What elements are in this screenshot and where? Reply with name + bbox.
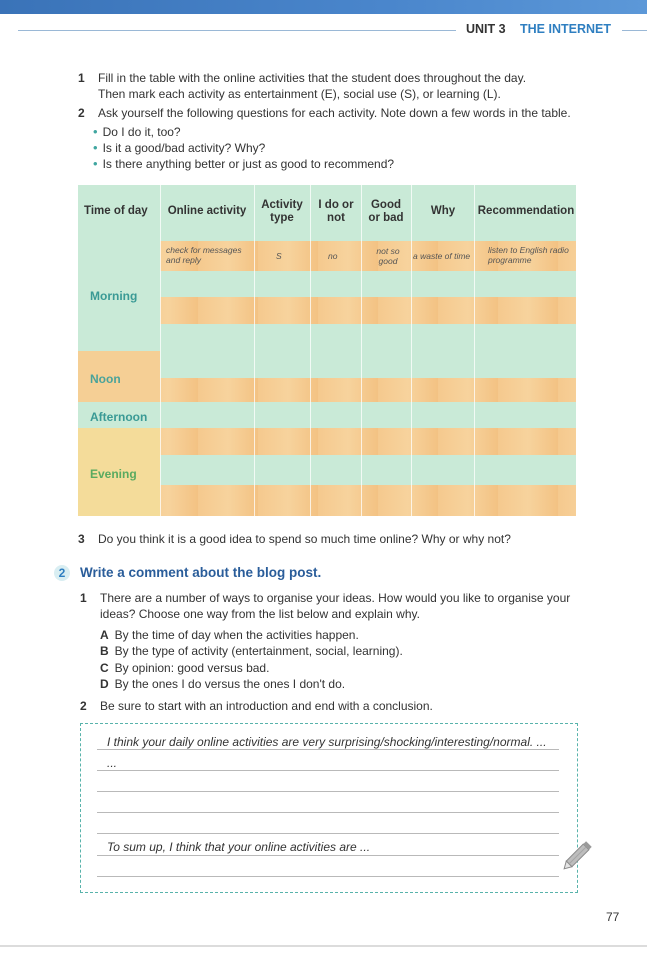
column-divider xyxy=(160,185,161,516)
option-text: By opinion: good versus bad. xyxy=(114,661,270,675)
question-text: Be sure to start with an introduction and end with a conclusion. xyxy=(100,699,433,713)
header-online-activity: Online activity xyxy=(167,205,247,217)
header-recommendation: Recommendation xyxy=(477,205,575,217)
bullet-item xyxy=(93,156,394,171)
writing-line-2: ... xyxy=(107,756,118,770)
example-i-do: no xyxy=(328,251,338,261)
option-text: By the type of activity (entertainment, social, learning). xyxy=(114,644,403,658)
bottom-rule xyxy=(0,945,647,947)
option-letter: A xyxy=(100,628,109,642)
column-divider xyxy=(474,185,475,516)
question-text-line: ideas? Choose one way from the list below and explain why. xyxy=(100,607,420,621)
unit-title: THE INTERNET xyxy=(520,22,611,36)
header-why: Why xyxy=(430,205,456,217)
bullet-dot-icon: • xyxy=(93,124,98,139)
question-text-line: Ask yourself the following questions for each activity. Note down a few words in the table. xyxy=(98,106,571,120)
option-letter: C xyxy=(100,661,109,675)
column-divider xyxy=(411,185,412,516)
activities-table xyxy=(78,185,576,516)
period-morning: Morning xyxy=(90,289,138,303)
header-activity-type: Activity type xyxy=(261,199,303,224)
period-noon: Noon xyxy=(90,372,121,386)
header-i-do-or-not: I do or not xyxy=(318,199,354,224)
example-type: S xyxy=(276,251,282,261)
header-time-of-day: Time of day xyxy=(84,205,148,217)
option-d xyxy=(100,677,345,691)
option-a xyxy=(100,628,359,642)
bullet-text: Do I do it, too? xyxy=(102,125,181,139)
option-text: By the time of day when the activities happen. xyxy=(114,628,359,642)
question-text-line: Then mark each activity as entertainment (E), social use (S), or learning (L). xyxy=(98,87,501,101)
period-evening: Evening xyxy=(90,467,137,481)
writing-box[interactable] xyxy=(80,723,578,893)
question-text: Do you think it is a good idea to spend so much time online? Why or why not? xyxy=(98,532,511,546)
question-number: 2 xyxy=(78,106,85,120)
writing-rule xyxy=(97,749,559,750)
example-recommendation: listen to English radio programme xyxy=(488,245,569,265)
column-divider xyxy=(310,185,311,516)
option-text: By the ones I do versus the ones I don't do. xyxy=(114,677,346,691)
section-title: Write a comment about the blog post. xyxy=(80,565,322,580)
option-letter: B xyxy=(100,644,109,658)
page-number: 77 xyxy=(606,910,620,924)
example-good-or-bad: not so good xyxy=(376,246,400,266)
top-color-bar xyxy=(0,0,647,14)
pencil-icon xyxy=(562,837,596,871)
writing-line-1: I think your daily online activities are very surprising/shocking/interesting/normal. ... xyxy=(107,735,547,749)
writing-rule xyxy=(97,770,559,771)
question-number: 3 xyxy=(78,532,85,546)
bullet-dot-icon: • xyxy=(93,140,98,155)
writing-rule xyxy=(97,791,559,792)
page-header xyxy=(0,22,647,40)
writing-rule xyxy=(97,855,559,856)
column-divider xyxy=(254,185,255,516)
question-number: 2 xyxy=(80,699,87,713)
example-why: a waste of time xyxy=(413,251,471,261)
writing-line-3: To sum up, I think that your online activities are ... xyxy=(107,840,371,854)
bullet-item xyxy=(93,124,181,139)
question-text-line: Fill in the table with the online activities that the student does throughout the day. xyxy=(98,71,527,85)
writing-rule xyxy=(97,812,559,813)
option-letter: D xyxy=(100,677,109,691)
question-number: 1 xyxy=(80,591,87,605)
option-c xyxy=(100,661,269,675)
example-activity: check for messages and reply xyxy=(166,245,242,265)
bullet-item xyxy=(93,140,265,155)
unit-label: UNIT 3 xyxy=(466,22,506,36)
writing-rule xyxy=(97,833,559,834)
option-b xyxy=(100,644,403,658)
question-text-line: There are a number of ways to organise your ideas. How would you like to organise your xyxy=(100,591,571,605)
bullet-text: Is it a good/bad activity? Why? xyxy=(102,141,266,155)
period-afternoon: Afternoon xyxy=(90,410,148,424)
bullet-text: Is there anything better or just as good to recommend? xyxy=(102,157,395,171)
header-rule-left xyxy=(18,30,456,31)
question-number: 1 xyxy=(78,71,85,85)
section-number-badge: 2 xyxy=(54,565,70,581)
writing-rule xyxy=(97,876,559,877)
bullet-dot-icon: • xyxy=(93,156,98,171)
header-good-or-bad: Good or bad xyxy=(368,199,404,224)
column-divider xyxy=(361,185,362,516)
header-rule-right xyxy=(622,30,647,31)
